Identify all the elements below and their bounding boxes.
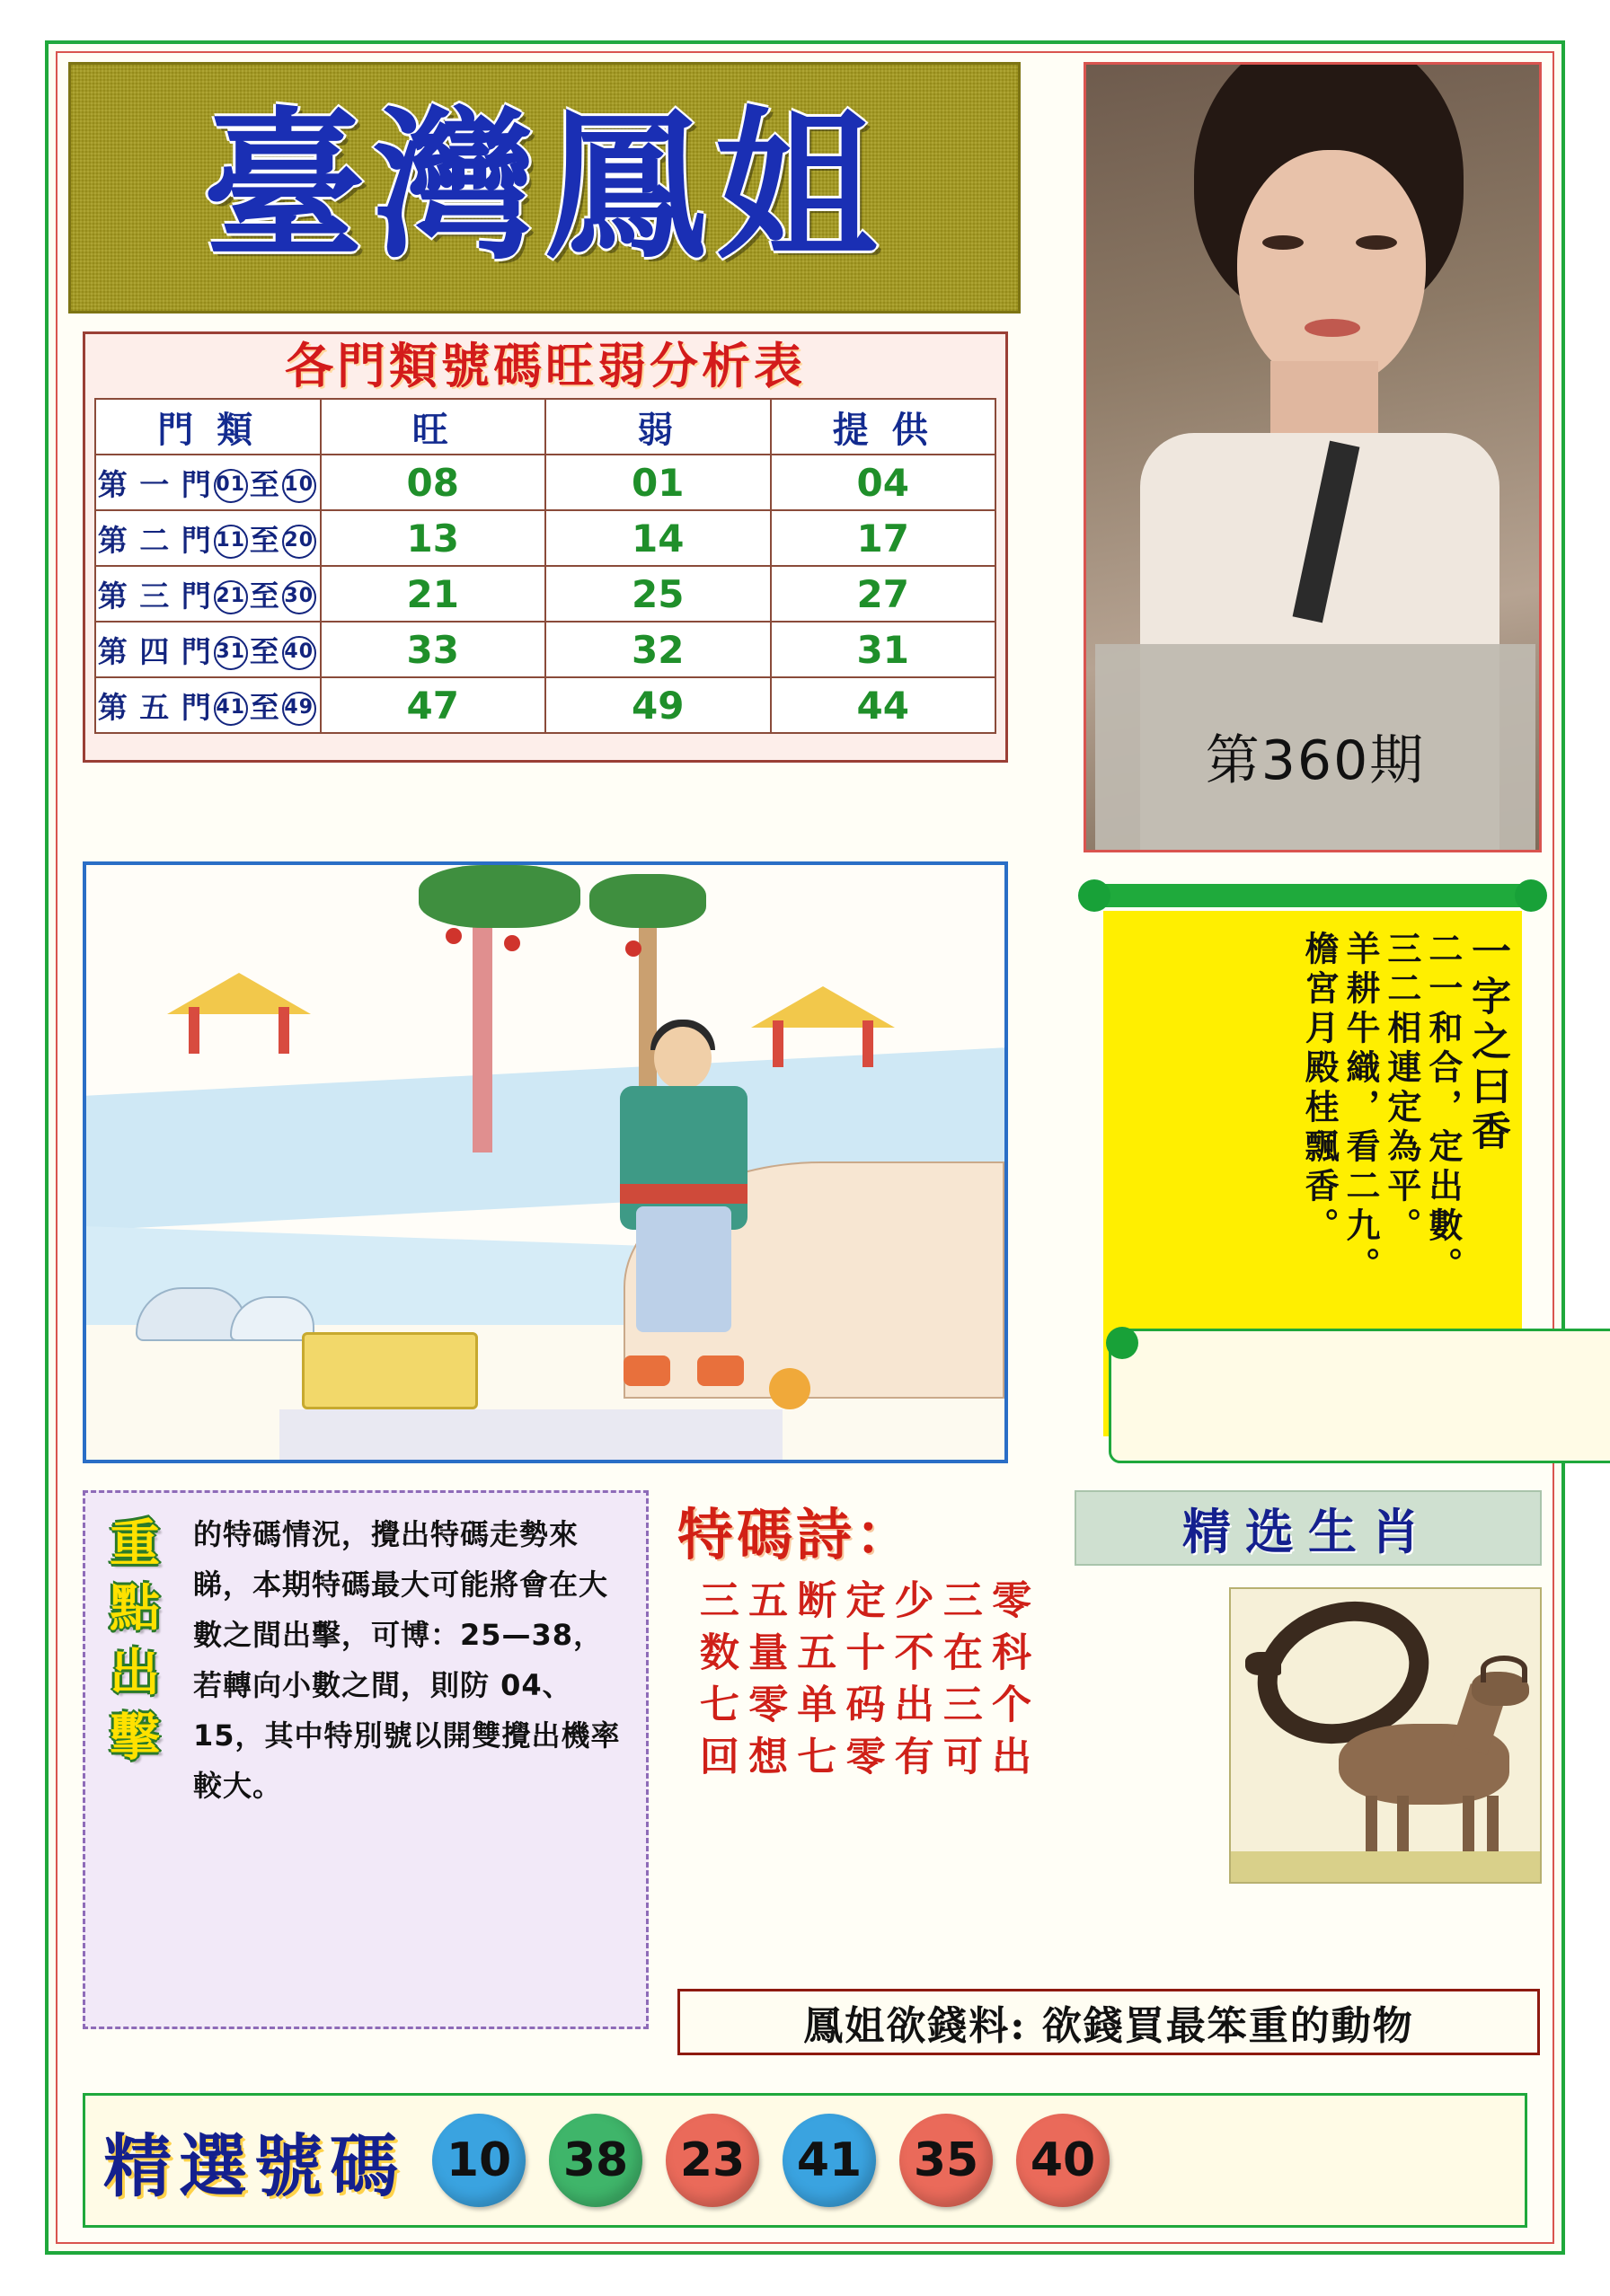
row-range-sep: 至 (249, 689, 280, 725)
snake-head (1245, 1652, 1281, 1675)
model-photo (1084, 62, 1542, 852)
illustration-berry (625, 940, 641, 957)
analysis-table (94, 398, 996, 734)
zodiac-panel (1075, 1490, 1542, 1903)
row-tigong: 04 (771, 455, 996, 510)
zodiac-title: 精选生肖 (1075, 1490, 1542, 1566)
poem-line: 羊耕牛織，看二九。 (1340, 931, 1382, 1286)
issue-number: 第360期 (1205, 729, 1426, 792)
col-ruo: 弱 (545, 399, 771, 455)
col-category: 門 類 (95, 399, 321, 455)
number-ball: 10 (432, 2114, 526, 2207)
issue-overlay (1095, 644, 1535, 852)
analysis-title: 各門類號碼旺弱分析表 (285, 338, 806, 394)
row-wang: 13 (321, 510, 546, 566)
fengjie-tip-banner: 鳳姐欲錢料: 欲錢買最笨重的動物 (677, 1989, 1540, 2055)
goat-horn (1481, 1656, 1527, 1682)
illustration-bottom-strip (279, 1409, 783, 1460)
number-ball: 35 (899, 2114, 993, 2207)
number-ball: 38 (549, 2114, 642, 2207)
page-title: 臺灣鳳姐 (202, 93, 886, 281)
focus-panel (83, 1490, 649, 2029)
row-range-from: 41 (214, 692, 248, 726)
goat-ground (1231, 1851, 1540, 1882)
number-ball: 41 (783, 2114, 876, 2207)
table-row (95, 455, 995, 510)
number-ball: 40 (1016, 2114, 1110, 2207)
figure-pants (636, 1206, 731, 1332)
illustration-figure (598, 1027, 769, 1386)
poem-line: 檐宮月殿桂飄香。 (1299, 931, 1340, 1247)
tema-poem-title: 特碼詩： (677, 1502, 916, 1567)
poem-knob-left (1106, 1327, 1138, 1359)
poem-bar-bottom (1109, 1329, 1610, 1463)
illustration-bench (302, 1332, 478, 1409)
illustration-berry (446, 928, 462, 944)
row-ruo: 32 (545, 622, 771, 677)
row-category (95, 677, 321, 733)
row-range-from: 01 (214, 469, 248, 503)
poem-knob-right (1515, 879, 1547, 912)
row-range-sep: 至 (249, 466, 280, 502)
row-category (95, 455, 321, 510)
figure-sash (620, 1184, 748, 1204)
focus-body-text: 的特碼情況，攪出特碼走勢來睇，本期特碼最大可能將會在大數之間出擊，可博：25—38，若轉向小數之間，則防 04、15，其中特別號以開雙攪出機率較大。 (193, 1517, 621, 1803)
focus-vertical-label: 重點出擊 (102, 1516, 160, 1775)
illustration-pavilion-right (751, 986, 895, 1067)
row-tigong: 44 (771, 677, 996, 733)
poem-panel (1084, 884, 1542, 1463)
row-ruo: 25 (545, 566, 771, 622)
row-range-from: 11 (214, 525, 248, 559)
row-range-sep: 至 (249, 633, 280, 669)
figure-boot-right (697, 1356, 744, 1386)
table-row (95, 622, 995, 677)
tema-poem-column: 三在三可 (935, 1579, 982, 1788)
selected-numbers-list (432, 2114, 1110, 2207)
poem-knob-left (1078, 879, 1110, 912)
row-range-sep: 至 (249, 522, 280, 558)
tema-poem-column: 少不出有 (887, 1579, 933, 1788)
tema-poem-column: 三数七回 (692, 1579, 739, 1788)
row-category-label: 第 三 門 (97, 578, 212, 614)
number-ball: 23 (666, 2114, 759, 2207)
row-range-to: 40 (282, 636, 316, 670)
selected-numbers-panel (83, 2093, 1527, 2228)
row-range-to: 10 (282, 469, 316, 503)
illustration-ball (769, 1368, 810, 1409)
row-range-from: 21 (214, 580, 248, 614)
pavilion-pillar (773, 1020, 783, 1067)
illustration-berry (504, 935, 520, 951)
zodiac-image (1229, 1587, 1542, 1884)
row-range-sep: 至 (249, 578, 280, 614)
row-category-label: 第 四 門 (97, 633, 212, 669)
table-header-row (95, 399, 995, 455)
figure-head (654, 1027, 712, 1090)
row-wang: 21 (321, 566, 546, 622)
tema-poem-column: 零科个出 (985, 1579, 1031, 1788)
row-category (95, 622, 321, 677)
selected-numbers-label: 精選號碼 (103, 2125, 405, 2206)
poster-inner-border (56, 51, 1554, 2244)
row-category-label: 第 一 門 (97, 466, 212, 502)
tema-poem-column: 断五单七 (790, 1579, 836, 1788)
figure-boot-left (624, 1356, 670, 1386)
row-tigong: 27 (771, 566, 996, 622)
poem-line: 三二相連定為平。 (1381, 931, 1422, 1247)
row-category (95, 510, 321, 566)
poem-line: 二一和合，定出數。 (1422, 931, 1464, 1286)
row-ruo: 14 (545, 510, 771, 566)
row-category-label: 第 二 門 (97, 522, 212, 558)
table-row (95, 510, 995, 566)
row-range-from: 31 (214, 636, 248, 670)
tema-poem-panel (677, 1490, 1031, 1975)
row-category-label: 第 五 門 (97, 689, 212, 725)
poem-line: 一字之曰香 (1464, 931, 1510, 1155)
row-range-to: 30 (282, 580, 316, 614)
row-ruo: 01 (545, 455, 771, 510)
pavilion-pillar (862, 1020, 873, 1067)
row-range-to: 49 (282, 692, 316, 726)
photo-eye-left (1262, 235, 1304, 250)
analysis-panel (83, 331, 1008, 763)
photo-face-shape (1237, 150, 1426, 388)
illustration-pavilion-left (167, 973, 311, 1054)
pavilion-pillar (279, 1007, 289, 1054)
illustration-foliage-left (419, 865, 580, 928)
tema-poem-column: 五量零想 (741, 1579, 788, 1788)
poster-title-banner (68, 62, 1021, 313)
photo-lips (1305, 319, 1360, 337)
illustration-panel (83, 861, 1008, 1463)
tema-poem-columns (677, 1579, 1031, 1788)
row-category (95, 566, 321, 622)
row-wang: 47 (321, 677, 546, 733)
row-tigong: 31 (771, 622, 996, 677)
row-wang: 33 (321, 622, 546, 677)
poster-page (45, 40, 1565, 2255)
photo-eye-right (1356, 235, 1397, 250)
pavilion-pillar (189, 1007, 199, 1054)
table-row (95, 566, 995, 622)
illustration-foliage-right (589, 874, 706, 928)
row-tigong: 17 (771, 510, 996, 566)
row-range-to: 20 (282, 525, 316, 559)
poem-bar-top (1084, 884, 1542, 907)
row-ruo: 49 (545, 677, 771, 733)
col-tigong: 提 供 (771, 399, 996, 455)
tema-poem-column: 定十码零 (838, 1579, 885, 1788)
col-wang: 旺 (321, 399, 546, 455)
row-wang: 08 (321, 455, 546, 510)
table-row (95, 677, 995, 733)
